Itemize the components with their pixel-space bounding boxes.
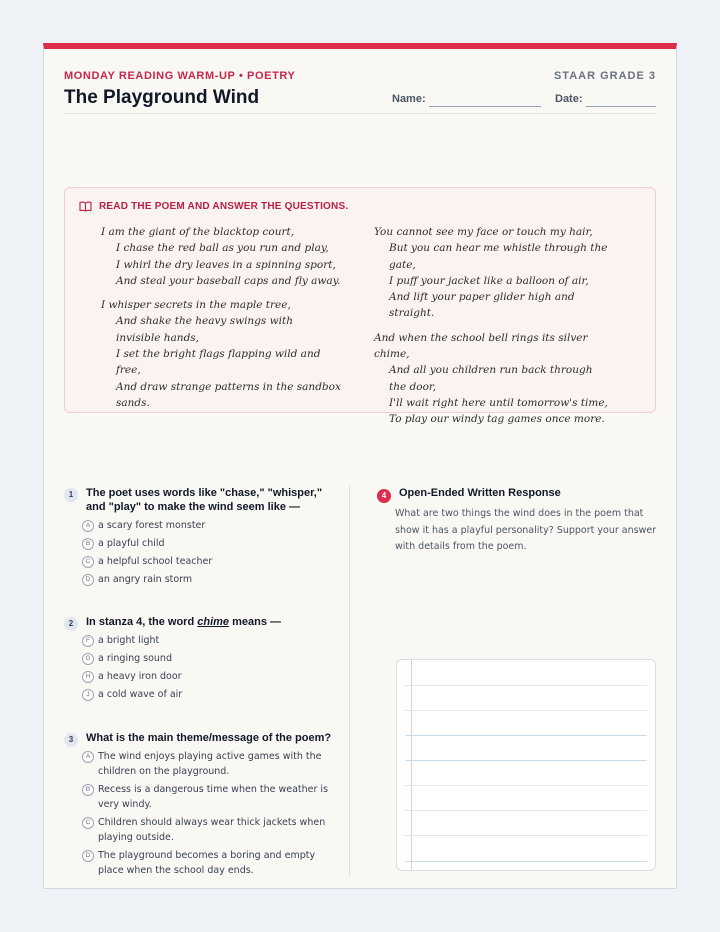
option-text: The playground becomes a boring and empty place when the school day ends. [98,850,316,876]
open-response-prompt: What are two things the wind does in the poem that show it has a playful personality? Support your answer with details from the poem. [395,508,657,552]
ruled-line [405,760,647,761]
poem-line: I puff your jacket like a balloon of air, [389,274,589,287]
question-1 [64,486,332,590]
option-text: a playful child [98,538,165,549]
option-text: a helpful school teacher [98,556,213,567]
name-field[interactable] [429,106,541,107]
answer-bubble[interactable]: B [82,784,94,796]
answer-option[interactable] [82,749,332,779]
question-text-start: In stanza 4, the word [86,616,198,628]
question-text: The poet uses words like "chase," "whisper," and "play" to make the wind seem like — [86,487,323,513]
poem-instruction [79,201,348,212]
poem-column-left [101,224,341,419]
book-icon [79,201,92,212]
ruled-line [405,735,647,736]
ruled-line [405,685,647,686]
margin-line [411,660,412,870]
answer-option[interactable] [82,782,332,812]
question-number: 2 [64,617,78,631]
header-divider [64,113,656,114]
poem-box [64,187,656,426]
poem-line: But you can hear me whistle through the gate, [389,242,608,271]
ruled-line [405,710,647,711]
answer-option[interactable] [82,572,332,587]
option-text: a scary forest monster [98,520,206,531]
answer-option[interactable] [82,669,332,684]
question-3 [64,731,332,881]
vocabulary-word: chime [197,616,230,628]
question-text: What is the main theme/message of the poem? [86,732,332,744]
poem-line: I whirl the dry leaves in a spinning sport, [116,258,336,271]
poem-line: I whisper secrets in the maple tree, [101,299,291,312]
answer-bubble[interactable]: C [82,817,94,829]
ruled-line [405,861,647,862]
answer-options [82,518,332,587]
poem-line: You cannot see my face or touch my hair, [374,226,593,238]
question-number: 4 [377,489,391,503]
worksheet [43,43,677,889]
option-text: a heavy iron door [98,671,182,682]
poem-line: I set the bright flags flapping wild and free, [116,348,321,377]
answer-bubble[interactable]: B [82,538,94,550]
name-label: Name: [392,93,426,105]
ruled-line [405,785,647,786]
option-text: Recess is a dangerous time when the weather is very windy. [98,784,329,810]
stanza-1 [101,224,341,289]
poem-line: And all you children run back through the door, [389,364,593,393]
answer-option[interactable] [82,518,332,533]
answer-bubble[interactable]: D [82,574,94,586]
question-text-end: means — [229,616,282,628]
stanza-3 [374,224,614,322]
date-label: Date: [555,93,583,105]
ruled-line [405,835,647,836]
stanza-4 [374,330,614,428]
poem-line: And shake the heavy swings with invisible hands, [116,315,293,344]
worksheet-kicker: MONDAY READING WARM-UP • POETRY [64,70,296,82]
stanza-2 [101,297,341,411]
answer-bubble[interactable]: C [82,556,94,568]
option-text: a cold wave of air [98,689,183,700]
question-number: 1 [64,488,78,502]
answer-option[interactable] [82,554,332,569]
written-response-area[interactable] [396,659,656,871]
poem-line: I am the giant of the blacktop court, [101,226,295,238]
option-text: a bright light [98,635,160,646]
poem-line: And draw strange patterns in the sandbox sands. [116,380,341,409]
poem-column-right [374,224,614,436]
answer-bubble[interactable]: A [82,520,94,532]
answer-bubble[interactable]: G [82,653,94,665]
poem-line: And when the school bell rings its silver chime, [374,331,588,361]
poem-line: And lift your paper glider high and straight. [389,291,575,320]
answer-bubble[interactable]: A [82,751,94,763]
answer-option[interactable] [82,633,332,648]
question-number: 3 [64,733,78,747]
poem-line: To play our windy tag games once more. [389,413,605,426]
date-field[interactable] [586,106,656,107]
answer-bubble[interactable]: J [82,689,94,701]
grade-label: STAAR GRADE 3 [553,70,656,82]
answer-options [82,749,332,878]
answer-option[interactable] [82,687,332,702]
open-response-title: Open-Ended Written Response [399,487,561,499]
answer-option[interactable] [82,848,332,878]
question-2 [64,615,332,705]
option-text: The wind enjoys playing active games with the children on the playground. [98,751,322,777]
instruction-text: READ THE POEM AND ANSWER THE QUESTIONS. [99,201,349,212]
ruled-line [405,810,647,811]
answer-options [82,633,332,702]
answer-option[interactable] [82,815,332,845]
answer-option[interactable] [82,536,332,551]
question-text [86,615,332,629]
poem-line: I'll wait right here until tomorrow's time, [389,396,608,409]
poem-line: I chase the red ball as you run and play, [116,242,329,255]
answer-bubble[interactable]: F [82,635,94,647]
column-divider [349,486,350,876]
option-text: a ringing sound [98,653,172,664]
poem-line: And steal your baseball caps and fly away. [116,274,341,287]
option-text: an angry rain storm [98,574,193,585]
answer-bubble[interactable]: H [82,671,94,683]
answer-bubble[interactable]: D [82,850,94,862]
answer-option[interactable] [82,651,332,666]
question-4 [377,486,662,556]
page-title: The Playground Wind [64,87,260,108]
option-text: Children should always wear thick jackets when playing outside. [98,817,326,843]
